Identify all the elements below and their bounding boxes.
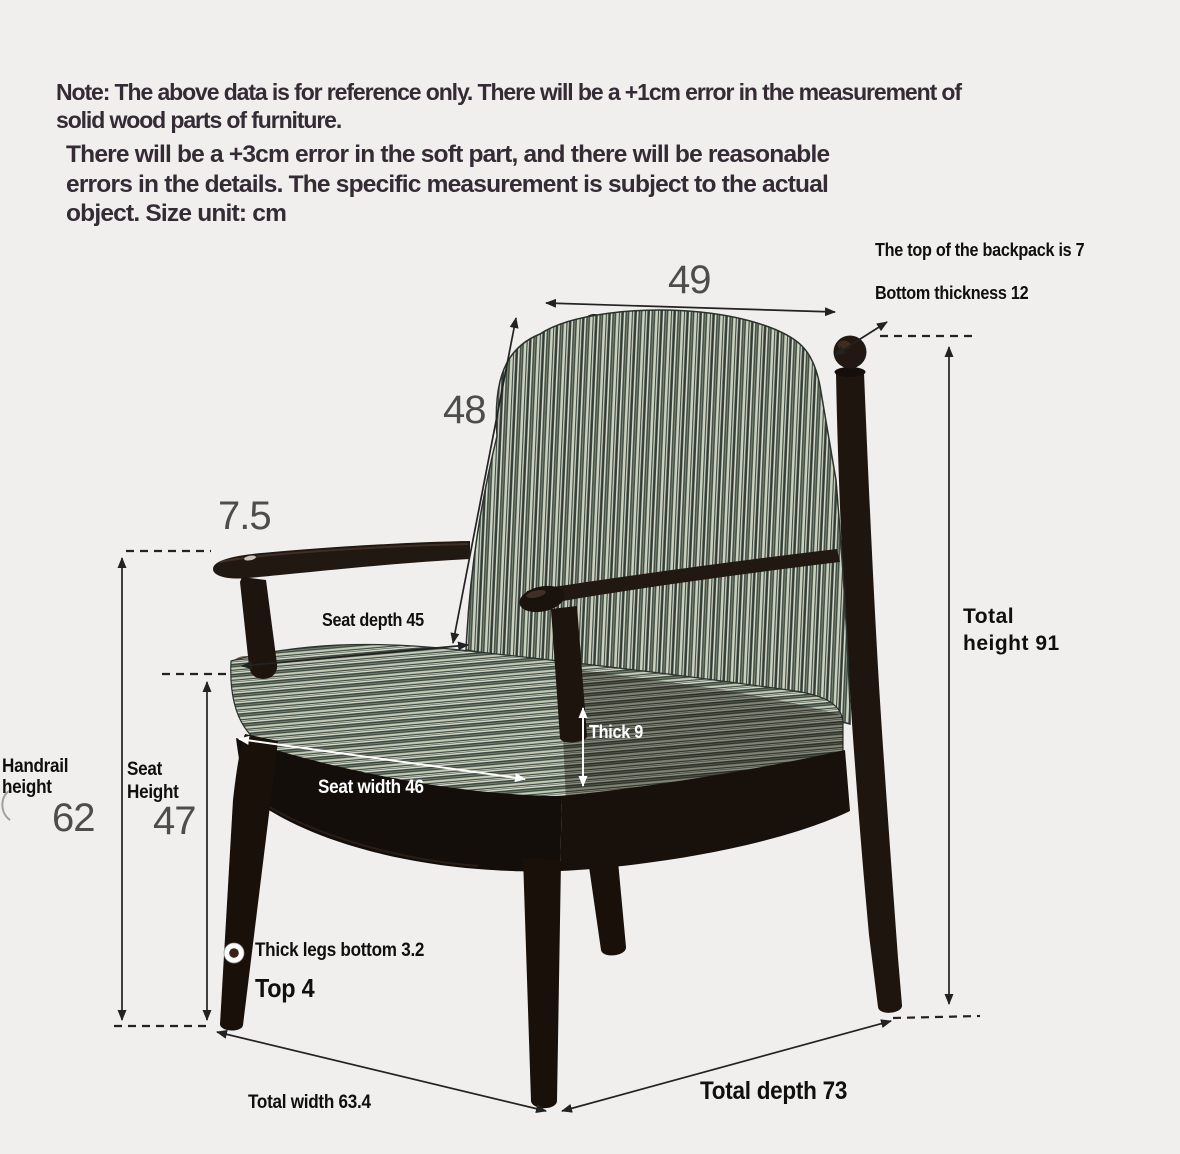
note-p1-line1: Note: The above data is for reference only. There will be a +1cm error in the measurement of: [56, 79, 961, 105]
chair: [213, 310, 902, 1108]
dim-legs-top-label: Top 4: [255, 973, 315, 1003]
dim-handrail-label: [2, 756, 68, 798]
handrail-label-line2: height: [2, 777, 52, 798]
leg-thickness-marker-inner: [229, 948, 239, 958]
note-p2-line2: errors in the details. The specific measurement is subject to the actual: [66, 170, 829, 198]
dim-total-width-label: Total width 63.4: [248, 1092, 371, 1113]
dim-seat-depth-label: Seat depth 45: [322, 610, 424, 630]
dim-legs-bottom-label: Thick legs bottom 3.2: [255, 940, 425, 961]
seat-height-label-line2: Height: [127, 782, 179, 803]
seat-height-label-line1: Seat: [127, 759, 163, 780]
handrail-label-line1: Handrail: [2, 756, 69, 777]
note-paragraph-1: [56, 78, 961, 134]
finial-highlight: [838, 341, 851, 350]
note-p2-line3: object. Size unit: cm: [66, 200, 287, 227]
total-height-line1: Total: [963, 605, 1015, 628]
note-p1-line2: solid wood parts of furniture.: [56, 107, 342, 133]
note-paragraph-2: [66, 140, 829, 229]
dim-total-height-label: [963, 603, 1060, 657]
dim-seat-width-label: Seat width 46: [318, 777, 424, 798]
dim-top-width-value: 49: [668, 258, 711, 302]
total-height-line2: height 91: [963, 632, 1060, 655]
dim-thick9-label: Thick 9: [589, 722, 643, 742]
dim-handrail-value: 62: [52, 796, 95, 840]
dim-seat-height-value: 47: [153, 799, 196, 843]
dim-seat-height-label: [127, 758, 179, 804]
dash-floor-right: [893, 1016, 980, 1018]
dim-armrest-value: 7.5: [218, 494, 271, 538]
dim-bottom-thickness-label: Bottom thickness 12: [875, 283, 1029, 303]
dim-back-height-value: 48: [443, 388, 486, 432]
dim-total-depth-label: Total depth 73: [700, 1077, 848, 1105]
dim-backpack-top-label: The top of the backpack is 7: [875, 240, 1085, 260]
note-p2-line1: There will be a +3cm error in the soft part, and there will be reasonable: [66, 141, 830, 168]
front-right-leg: [523, 857, 561, 1108]
